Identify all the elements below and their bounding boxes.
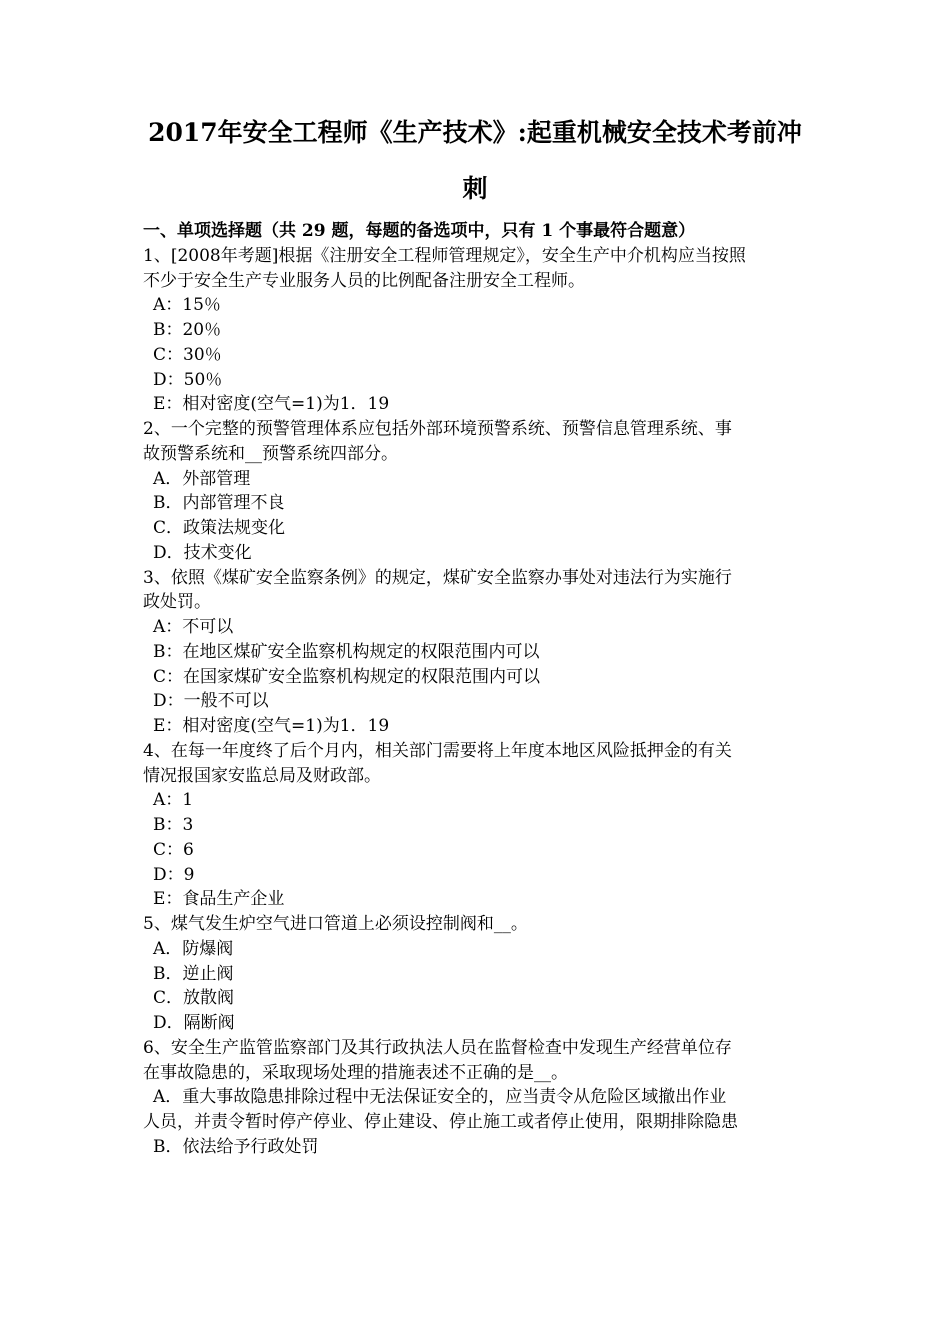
option-c: C：在国家煤矿安全监察机构规定的权限范围内可以 xyxy=(153,666,541,687)
question-6 xyxy=(143,1036,823,1160)
document-title-line-2: 刺 xyxy=(462,174,488,203)
option-b: B：20％ xyxy=(153,320,222,340)
option-a: A．防爆阀 xyxy=(153,938,234,959)
option-d: D．技术变化 xyxy=(153,542,252,563)
option-a: A．重大事故隐患排除过程中无法保证安全的，应当责令从危险区域撤出作业 xyxy=(153,1087,727,1108)
question-text: 不少于安全生产专业服务人员的比例配备注册安全工程师。 xyxy=(143,270,585,291)
question-text: 5、煤气发生炉空气进口管道上必须设控制阀和__。 xyxy=(143,914,528,934)
option-b: B．内部管理不良 xyxy=(153,493,285,514)
question-3 xyxy=(143,566,823,739)
option-b: B：在地区煤矿安全监察机构规定的权限范围内可以 xyxy=(153,641,540,662)
option-b: B．逆止阀 xyxy=(153,963,234,984)
question-2 xyxy=(143,417,823,566)
option-d: D：一般不可以 xyxy=(153,691,269,712)
option-a: A：不可以 xyxy=(153,617,234,637)
option-a-continued: 人员，并责令暂时停产停业、停止建设、停止施工或者停止使用，限期排除隐患 xyxy=(143,1112,738,1132)
option-c: C：6 xyxy=(153,839,194,860)
question-text: 6、安全生产监管监察部门及其行政执法人员在监督检查中发现生产经营单位存 xyxy=(143,1037,732,1058)
question-5 xyxy=(143,912,823,1036)
option-c: C．政策法规变化 xyxy=(153,518,286,538)
option-e: E：食品生产企业 xyxy=(153,889,285,910)
option-b: B．依法给予行政处罚 xyxy=(153,1136,319,1157)
option-b: B：3 xyxy=(153,815,194,835)
option-e: E：相对密度(空气=1)为1．19 xyxy=(153,394,390,415)
option-e: E：相对密度(空气=1)为1．19 xyxy=(153,716,390,736)
question-text: 2、一个完整的预警管理体系应包括外部环境预警系统、预警信息管理系统、事 xyxy=(143,419,732,439)
question-text: 情况报国家安监总局及财政部。 xyxy=(143,765,381,786)
option-a: A．外部管理 xyxy=(153,468,251,489)
question-4 xyxy=(143,739,823,912)
option-d: D：50％ xyxy=(153,369,223,390)
question-text: 政处罚。 xyxy=(143,592,211,613)
option-d: D：9 xyxy=(153,864,195,885)
option-c: C：30％ xyxy=(153,344,222,365)
document-body xyxy=(143,219,823,1160)
option-c: C．放散阀 xyxy=(153,988,235,1009)
question-text: 3、依照《煤矿安全监察条例》的规定，煤矿安全监察办事处对违法行为实施行 xyxy=(143,567,732,588)
question-text: 在事故隐患的，采取现场处理的措施表述不正确的是__。 xyxy=(143,1062,568,1083)
question-text: 4、在每一年度终了后个月内，相关部门需要将上年度本地区风险抵押金的有关 xyxy=(143,740,732,761)
question-1 xyxy=(143,244,823,417)
option-a: A：1 xyxy=(153,790,194,811)
question-text: 1、[2008年考题]根据《注册安全工程师管理规定》，安全生产中介机构应当按照 xyxy=(143,245,746,266)
section-heading: 一、单项选择题（共 29 题，每题的备选项中，只有 1 个事最符合题意） xyxy=(143,221,696,241)
document-title-line-1: 2017年安全工程师《生产技术》:起重机械安全技术考前冲 xyxy=(148,118,802,147)
option-a: A：15％ xyxy=(153,295,221,316)
question-text: 故预警系统和__预警系统四部分。 xyxy=(143,443,398,464)
option-d: D．隔断阀 xyxy=(153,1013,235,1033)
